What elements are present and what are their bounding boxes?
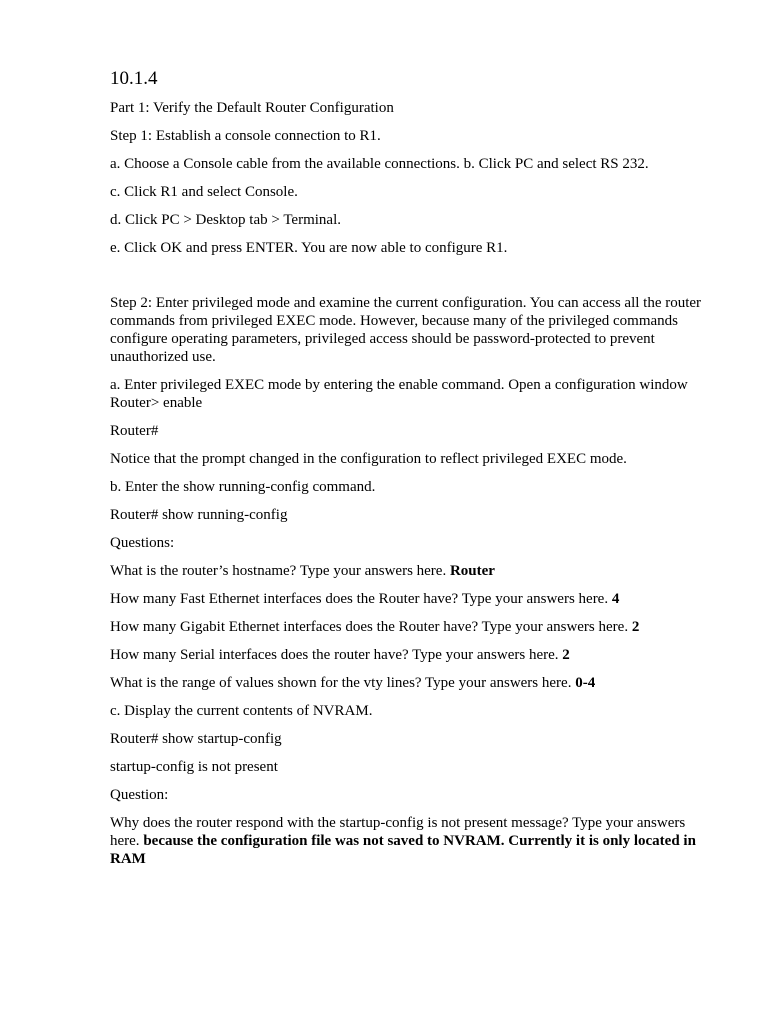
step-1-a: a. Choose a Console cable from the available connections. b. Click PC and select RS 232.: [110, 156, 649, 172]
step-2-title: Step 2: Enter privileged mode and examine the current configuration. You can access all the router commands from privileged EXEC mode. However, because many of the privileged commands configure operating parameters, privileged access should be password-protected to prevent unauthorized use.: [110, 295, 702, 365]
step-1-title: Step 1: Establish a console connection to R1.: [110, 128, 381, 144]
question-serial: [110, 646, 710, 664]
step-1-c: c. Click R1 and select Console.: [110, 184, 298, 200]
section-number-heading: 10.1.4: [110, 68, 158, 89]
startup-config-output: startup-config is not present: [110, 759, 278, 775]
question-vty-lines: [110, 674, 710, 692]
question-text: What is the range of values shown for the vty lines? Type your answers here.: [110, 675, 572, 691]
question-text: What is the router’s hostname? Type your answers here.: [110, 563, 447, 579]
question-text: How many Gigabit Ethernet interfaces does the Router have? Type your answers here.: [110, 619, 629, 635]
show-startup-config-command: Router# show startup-config: [110, 731, 282, 747]
prompt-notice: Notice that the prompt changed in the configuration to reflect privileged EXEC mode.: [110, 451, 627, 467]
question-fast-ethernet: [110, 590, 710, 608]
enable-command: Router> enable: [110, 395, 203, 411]
step-2-a: [110, 376, 710, 412]
paragraph-spacer: [110, 267, 710, 294]
part-1-title: Part 1: Verify the Default Router Configuration: [110, 100, 394, 116]
question-text: Why does the router respond with the startup-config is not present message? Type your answers here.: [110, 815, 686, 849]
answer-text: because the configuration file was not saved to NVRAM. Currently it is only located in RAM: [110, 833, 696, 867]
question-startup-config: [110, 814, 710, 868]
document-page: [110, 66, 710, 878]
question-hostname: [110, 562, 710, 580]
question-text: How many Fast Ethernet interfaces does the Router have? Type your answers here.: [110, 591, 609, 607]
step-2-c: c. Display the current contents of NVRAM.: [110, 703, 373, 719]
question-label: Question:: [110, 787, 169, 803]
router-prompt: Router#: [110, 423, 159, 439]
answer-text: 2: [631, 619, 640, 635]
answer-text: Router: [449, 563, 495, 579]
answer-text: 4: [611, 591, 620, 607]
answer-text: 0-4: [575, 675, 596, 691]
step-2-a-instruction: a. Enter privileged EXEC mode by entering the enable command. Open a configuration window: [110, 377, 688, 393]
step-2-b: b. Enter the show running-config command.: [110, 479, 376, 495]
question-gigabit-ethernet: [110, 618, 710, 636]
step-1-d: d. Click PC > Desktop tab > Terminal.: [110, 212, 341, 228]
answer-text: 2: [562, 647, 570, 663]
question-text: How many Serial interfaces does the router have? Type your answers here.: [110, 647, 559, 663]
step-1-e: e. Click OK and press ENTER. You are now able to configure R1.: [110, 240, 508, 256]
questions-label: Questions:: [110, 535, 175, 551]
show-running-config-command: Router# show running-config: [110, 507, 288, 523]
